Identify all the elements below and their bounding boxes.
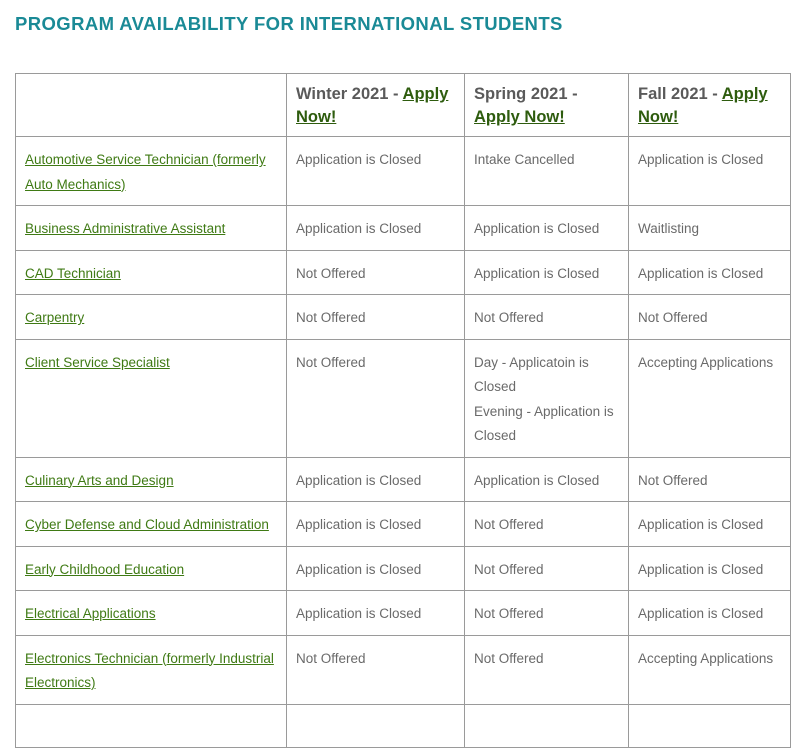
spring-status-line: Application is Closed [474, 221, 600, 236]
table-row [16, 457, 791, 502]
spring-status [465, 250, 629, 295]
fall-status: Application is Closed [629, 137, 791, 206]
table-header-row [16, 74, 791, 137]
spring-status-line: Application is Closed [474, 265, 600, 281]
fall-status: Application is Closed [629, 250, 791, 295]
fall-status: Accepting Applications [629, 339, 791, 457]
table-row-partial [16, 704, 791, 747]
program-link[interactable]: Client Service Specialist [25, 354, 170, 370]
page-title: PROGRAM AVAILABILITY FOR INTERNATIONAL STUDENTS [15, 13, 563, 34]
program-link[interactable]: Electronics Technician (formerly Industrial Electronics) [25, 650, 274, 690]
program-cell [16, 591, 287, 636]
program-link[interactable]: Business Administrative Assistant [25, 221, 226, 236]
spring-status-line: Not Offered [474, 606, 544, 621]
fall-status: Application is Closed [629, 502, 791, 547]
program-link[interactable]: Carpentry [25, 310, 85, 325]
winter-status: Application is Closed [287, 502, 465, 547]
table-row [16, 635, 791, 704]
table-row [16, 546, 791, 591]
program-cell [16, 635, 287, 704]
program-link[interactable]: CAD Technician [25, 265, 121, 281]
spring-status-line: Not Offered [474, 310, 544, 325]
table-row [16, 206, 791, 251]
spring-status-line: Application is Closed [474, 472, 600, 488]
spring-status [465, 295, 629, 340]
program-link[interactable]: Automotive Service Technician (formerly Auto Mechanics) [25, 152, 266, 192]
program-cell [16, 137, 287, 206]
program-cell [16, 206, 287, 251]
winter-status: Not Offered [287, 295, 465, 340]
program-cell [16, 457, 287, 502]
fall-status: Accepting Applications [629, 635, 791, 704]
program-link[interactable]: Early Childhood Education [25, 561, 185, 577]
winter-status: Application is Closed [287, 206, 465, 251]
spring-apply-now-link[interactable]: Apply Now! [474, 108, 565, 126]
program-link[interactable]: Cyber Defense and Cloud Administration [25, 517, 269, 532]
header-spring-2021 [465, 74, 629, 137]
program-cell [16, 250, 287, 295]
winter-status [287, 704, 465, 747]
spring-status-line: Not Offered [474, 561, 544, 577]
program-cell [16, 546, 287, 591]
spring-status [465, 591, 629, 636]
table-row [16, 250, 791, 295]
winter-status: Application is Closed [287, 137, 465, 206]
table-row [16, 591, 791, 636]
header-program [16, 74, 287, 137]
table-row [16, 502, 791, 547]
fall-status: Not Offered [629, 457, 791, 502]
spring-status [465, 339, 629, 457]
fall-status: Waitlisting [629, 206, 791, 251]
spring-status [465, 635, 629, 704]
spring-status-line: Not Offered [474, 650, 544, 666]
program-cell [16, 704, 287, 747]
table-row [16, 295, 791, 340]
program-cell [16, 295, 287, 340]
spring-status-line-day: Day - Applicatoin is Closed [474, 354, 589, 394]
spring-status-line-evening: Evening - Application is Closed [474, 403, 614, 443]
table-row [16, 137, 791, 206]
winter-status: Application is Closed [287, 546, 465, 591]
header-fall-label: Fall 2021 - [638, 85, 722, 103]
spring-status [465, 546, 629, 591]
header-winter-2021 [287, 74, 465, 137]
program-cell [16, 339, 287, 457]
program-cell [16, 502, 287, 547]
table-row [16, 339, 791, 457]
fall-apply-now-link[interactable]: Apply Now! [638, 85, 768, 126]
program-link[interactable]: Electrical Applications [25, 606, 156, 621]
spring-status [465, 457, 629, 502]
winter-status: Not Offered [287, 250, 465, 295]
spring-status-line: Intake Cancelled [474, 152, 575, 167]
program-availability-table [15, 73, 791, 748]
winter-status: Application is Closed [287, 457, 465, 502]
winter-status: Not Offered [287, 339, 465, 457]
winter-apply-now-link[interactable]: Apply Now! [296, 85, 449, 126]
spring-status-line: Not Offered [474, 517, 544, 532]
winter-status: Application is Closed [287, 591, 465, 636]
fall-status [629, 704, 791, 747]
winter-status: Not Offered [287, 635, 465, 704]
header-fall-2021 [629, 74, 791, 137]
program-link[interactable]: Culinary Arts and Design [25, 472, 174, 488]
spring-status [465, 502, 629, 547]
header-spring-label: Spring 2021 - [474, 85, 578, 103]
spring-status [465, 206, 629, 251]
fall-status: Not Offered [629, 295, 791, 340]
fall-status: Application is Closed [629, 546, 791, 591]
fall-status: Application is Closed [629, 591, 791, 636]
header-winter-label: Winter 2021 - [296, 85, 403, 103]
spring-status [465, 137, 629, 206]
spring-status [465, 704, 629, 747]
